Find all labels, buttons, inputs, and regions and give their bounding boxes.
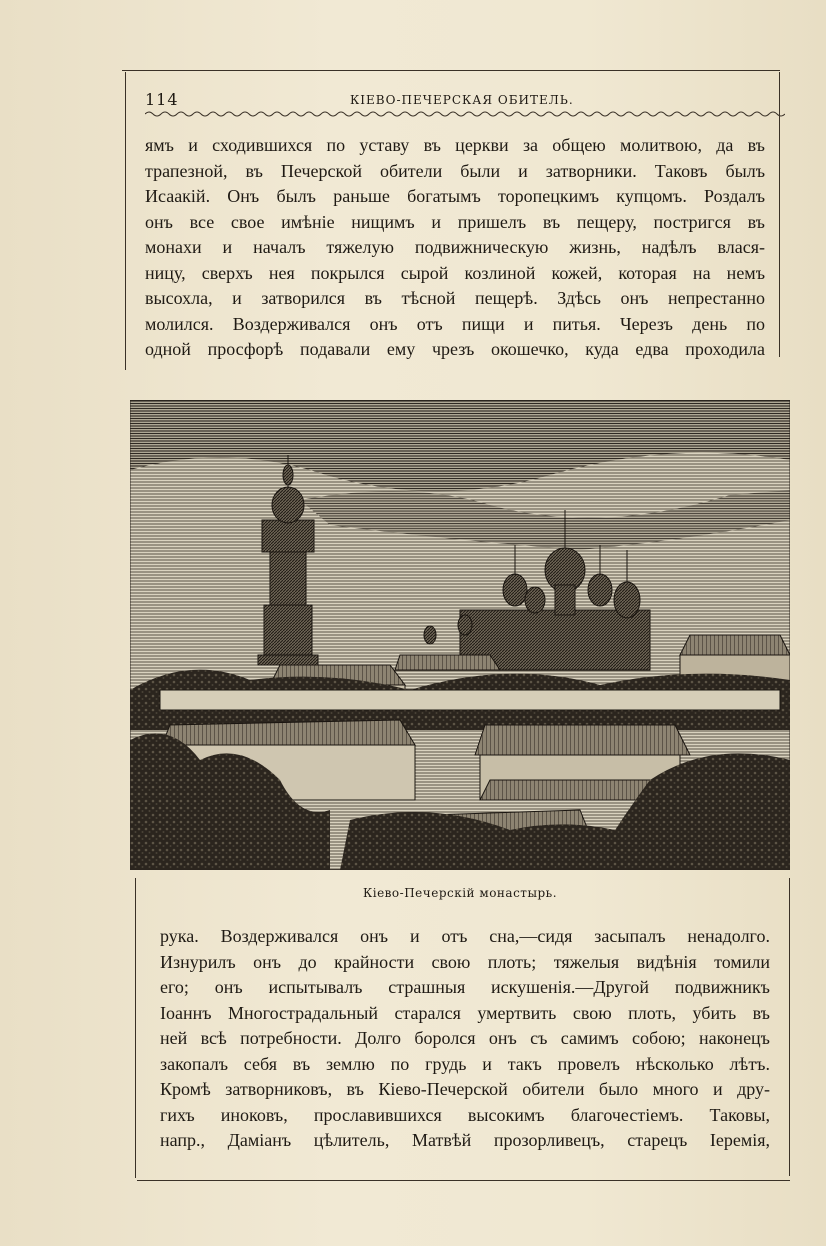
text-line: рука. Воздерживался онъ и отъ сна,—сидя засыпалъ ненадолго.	[160, 926, 770, 946]
page-header	[145, 90, 785, 112]
text-line: гихъ иноковъ, прославившихся высокимъ благочестіемъ. Таковы,	[160, 1104, 770, 1125]
text-line: молился. Воздерживался онъ отъ пищи и питья. Черезъ день по	[145, 313, 765, 334]
text-line: ницу, сверхъ нея покрылся сырой козлиной кожей, которая на немъ	[145, 262, 765, 283]
top-text-block	[145, 133, 765, 363]
page-number: 114	[145, 90, 179, 109]
text-line: ней всѣ потребности. Долго боролся онъ съ самимъ собою; наконецъ	[160, 1028, 770, 1048]
text-line: трапезной, въ Печерской обители были и затворники. Таковъ былъ	[145, 160, 765, 181]
text-line: Кромѣ затворниковъ, въ Кіево-Печерской обители было много и дру-	[160, 1079, 770, 1099]
illustration-caption: Кіево-Печерскій монастырь.	[362, 886, 558, 900]
monastery-engraving	[130, 400, 790, 870]
text-line: закопалъ себя въ землю по грудь и такъ провелъ нѣсколько лѣтъ.	[160, 1053, 770, 1074]
text-line: ямъ и сходившихся по уставу въ церкви за общею молитвою, да въ	[145, 135, 765, 155]
text-line: одной просфорѣ подавали ему чрезъ окошечко, куда едва проходила	[145, 339, 765, 359]
text-line: напр., Даміанъ цѣлитель, Матвѣй прозорливецъ, старецъ Іеремія,	[160, 1130, 770, 1150]
text-line: Іоаннъ Многострадальный старался умертвить свою плоть, убить въ	[160, 1002, 770, 1023]
text-line: Исаакій. Онъ былъ раньше богатымъ торопецкимъ купцомъ. Роздалъ	[145, 186, 765, 206]
text-line: Изнурилъ онъ до крайности свою плоть; тяжелыя видѣнія томили	[160, 951, 770, 972]
left-rule-top	[125, 72, 126, 370]
text-line: высохла, и затворился въ тѣсной пещерѣ. Здѣсь онъ непрестанно	[145, 288, 765, 308]
header-wavy-rule	[145, 110, 785, 118]
top-rule	[122, 70, 780, 71]
text-line: его; онъ испытывалъ страшныя искушенія.—Другой подвижникъ	[160, 977, 770, 997]
bottom-rule	[137, 1180, 790, 1181]
bottom-text-block	[160, 924, 770, 1154]
running-title: КІЕВО-ПЕЧЕРСКАЯ ОБИТЕЛЬ.	[350, 93, 574, 107]
left-rule-bottom	[135, 878, 136, 1178]
text-line: монахи и началъ тяжелую подвижническую жизнь, надѣлъ влася-	[145, 237, 765, 257]
right-rule-bottom	[789, 878, 790, 1176]
text-line: онъ все свое имѣніе нищимъ и пришелъ въ пещеру, постригся въ	[145, 211, 765, 232]
